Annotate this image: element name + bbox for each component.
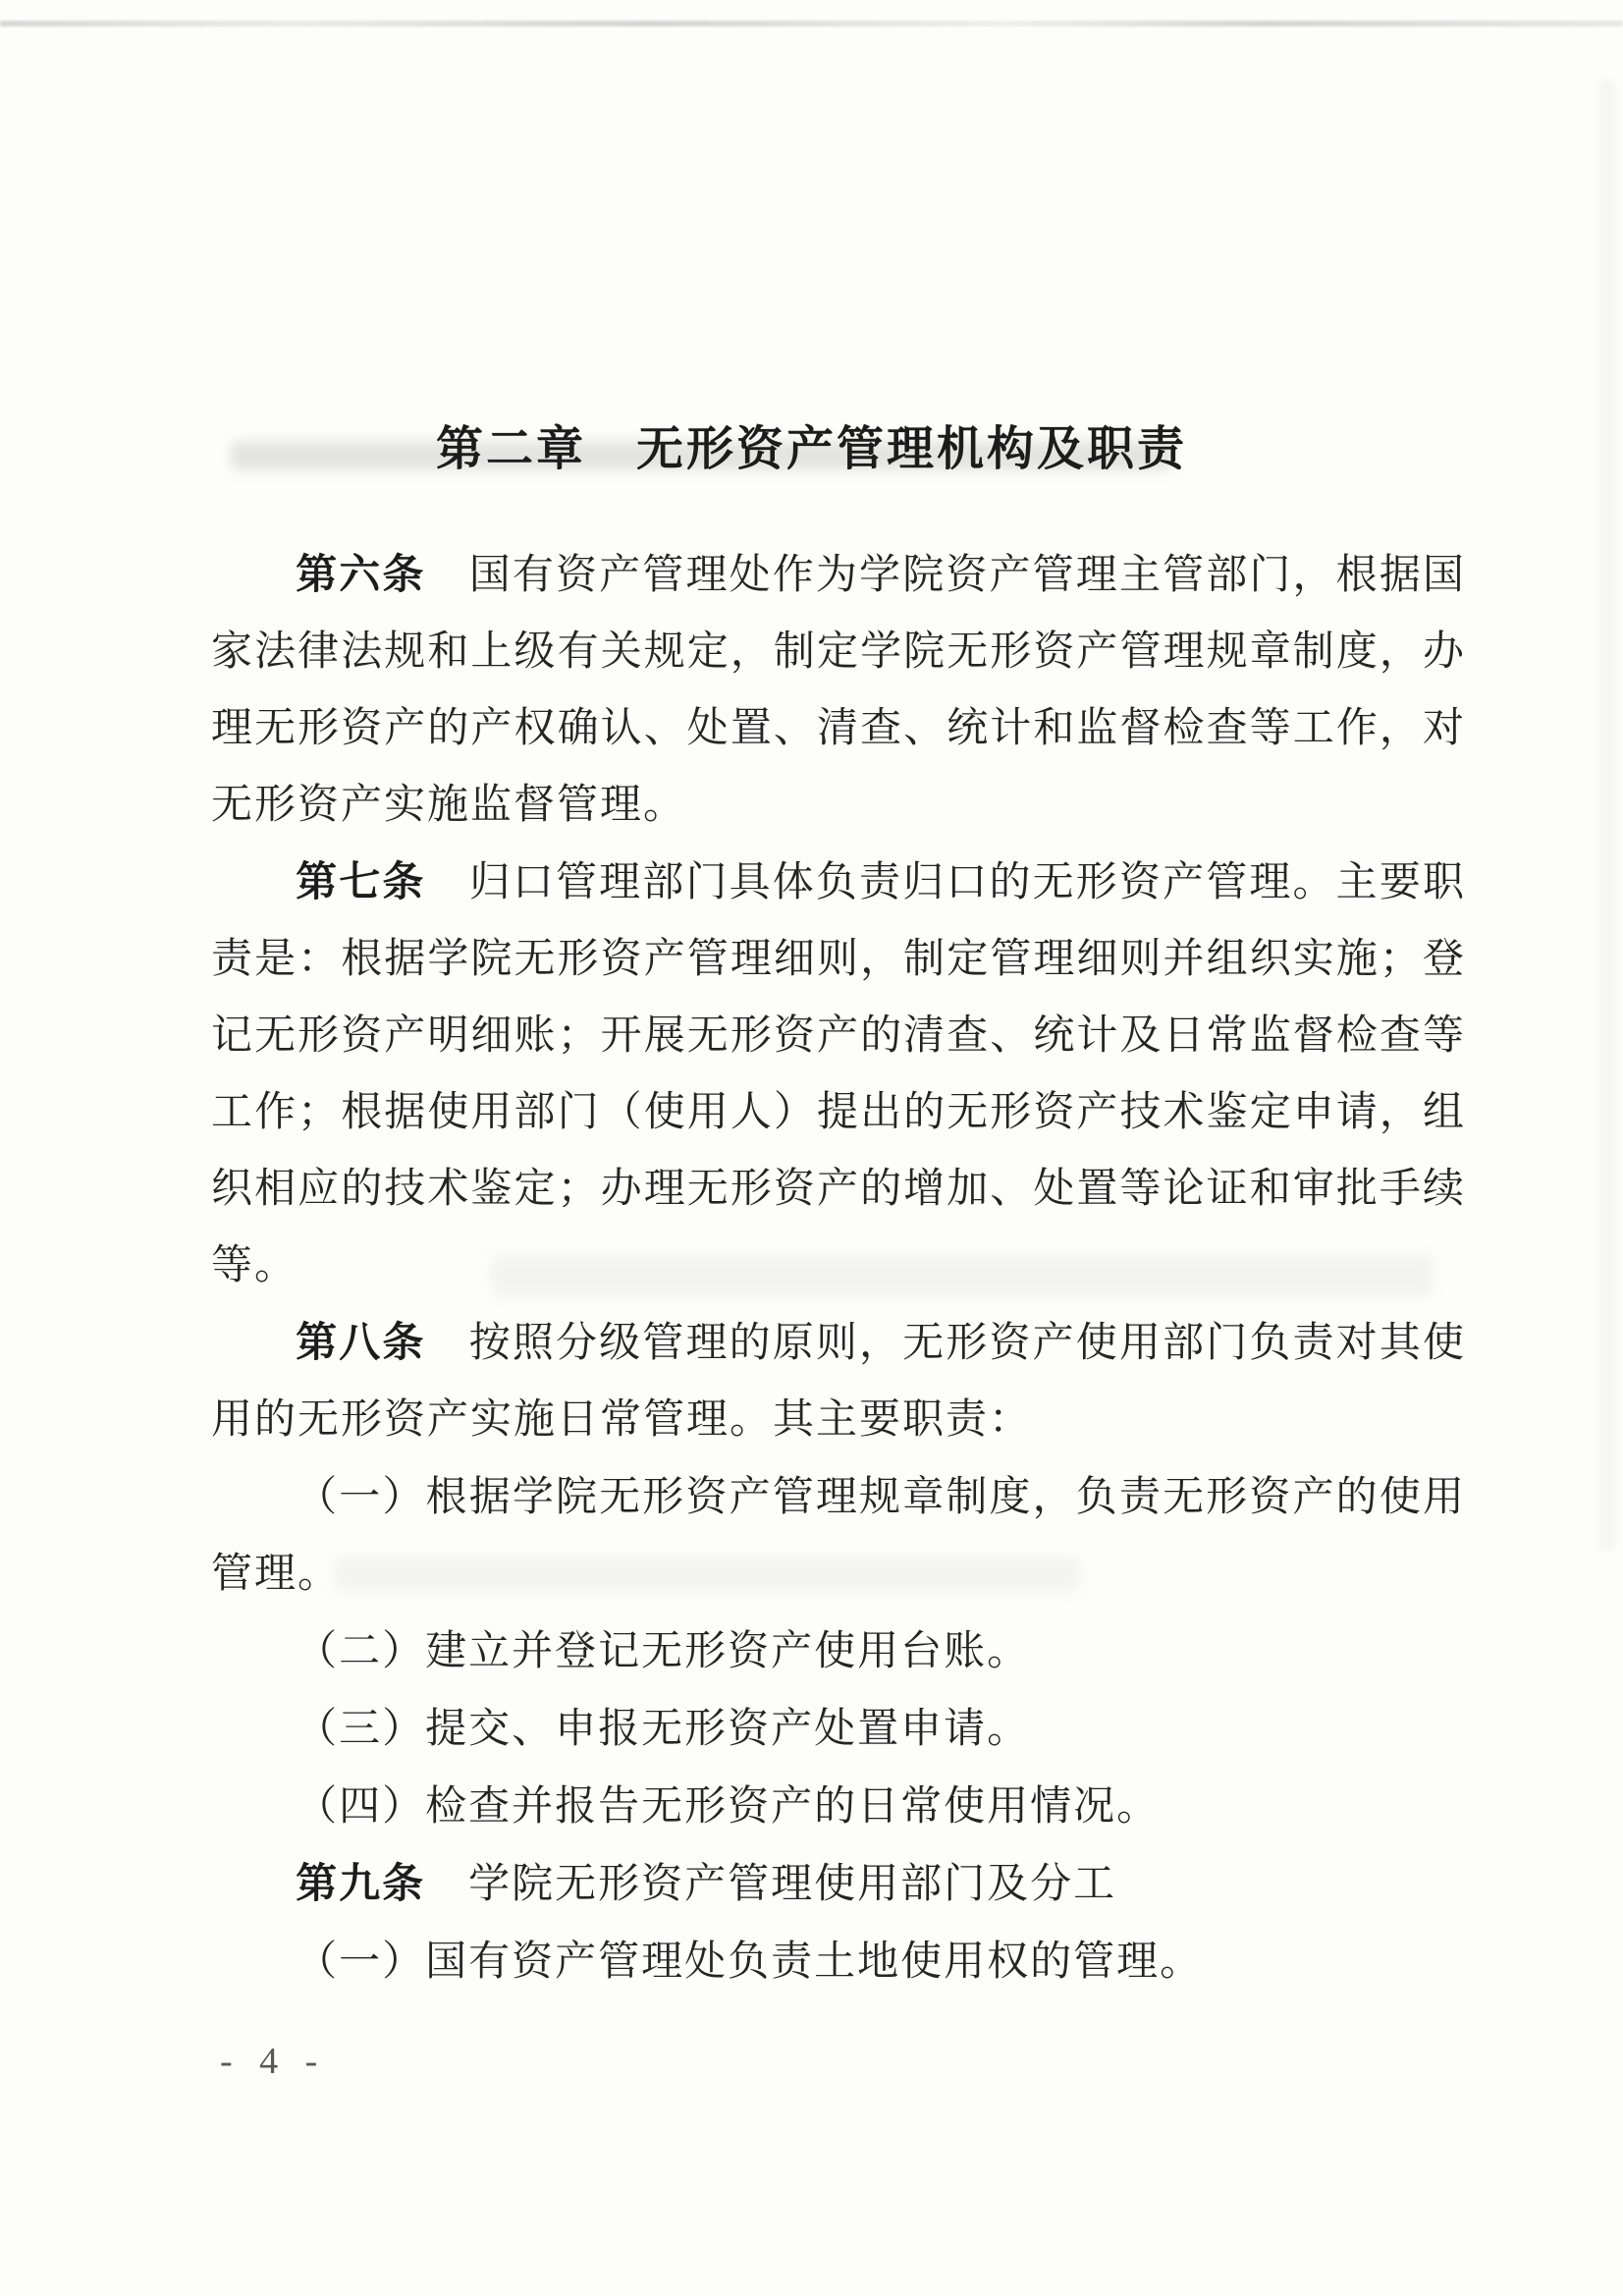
article-9-item-1: [211, 1923, 1466, 2000]
article-9-text: 学院无形资产管理使用部门及分工: [468, 1862, 1117, 1907]
item-text: （二）建立并登记无形资产使用台账。: [296, 1629, 1031, 1674]
article-8-paragraph: [211, 1304, 1466, 1458]
article-7-label: 第七条: [296, 858, 469, 904]
page-number: - 4 -: [220, 2041, 327, 2082]
article-8-item-4: [211, 1768, 1466, 1845]
item-text: （四）检查并报告无形资产的日常使用情况。: [296, 1784, 1161, 1830]
article-8-item-1: [211, 1458, 1466, 1613]
article-8-text: 按照分级管理的原则，无形资产使用部门负责对其使用的无形资产实施日常管理。其主要职责：: [211, 1321, 1466, 1443]
scan-edge-artifact: [0, 21, 1623, 27]
article-8-item-3: [211, 1690, 1466, 1768]
article-7-paragraph: [211, 844, 1466, 1304]
item-text: （一）国有资产管理处负责土地使用权的管理。: [296, 1940, 1204, 1985]
article-6-label: 第六条: [296, 551, 469, 597]
item-text: （三）提交、申报无形资产处置申请。: [296, 1707, 1031, 1752]
article-9-label: 第九条: [296, 1860, 469, 1906]
document-body: [211, 536, 1466, 2000]
article-8-item-2: [211, 1613, 1466, 1690]
article-6-text: 国有资产管理处作为学院资产管理主管部门，根据国家法律法规和上级有关规定，制定学院无形资产管理规章制度，办理无形资产的产权确认、处置、清查、统计和监督检查等工作，对无形资产实施监督管理。: [211, 553, 1466, 828]
article-7-text: 归口管理部门具体负责归口的无形资产管理。主要职责是：根据学院无形资产管理细则，制定管理细则并组织实施；登记无形资产明细账；开展无形资产的清查、统计及日常监督检查等工作；根据使用部门（使用人）提出的无形资产技术鉴定申请，组织相应的技术鉴定；办理无形资产的增加、处置等论证和审批手续等。: [211, 860, 1466, 1288]
article-9-paragraph: [211, 1845, 1466, 1923]
scan-streak-artifact: [1598, 79, 1616, 1552]
article-6-paragraph: [211, 536, 1466, 844]
chapter-title: 第二章 无形资产管理机构及职责: [435, 423, 1187, 476]
article-8-label: 第八条: [296, 1319, 469, 1365]
item-text: （一）根据学院无形资产管理规章制度，负责无形资产的使用管理。: [211, 1475, 1466, 1597]
